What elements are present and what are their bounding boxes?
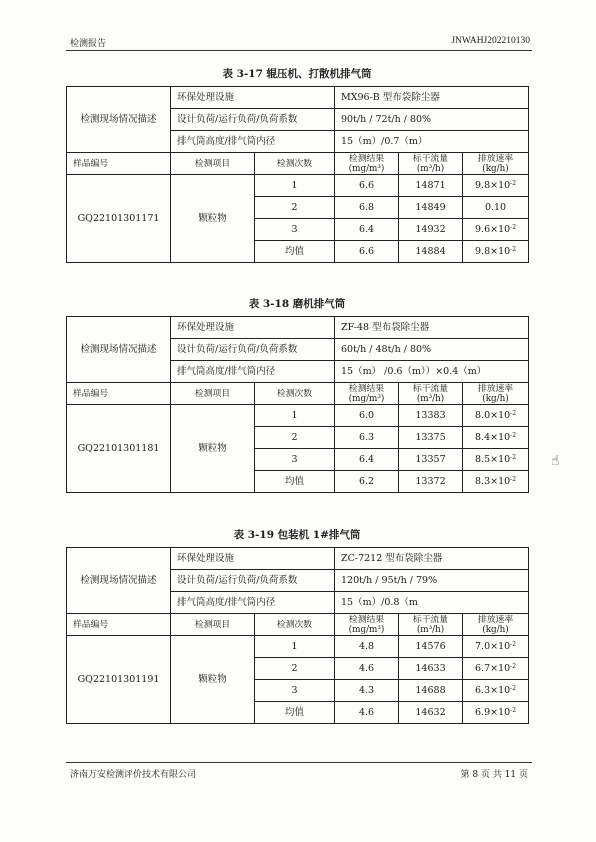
result-cell: 4.8 — [335, 636, 399, 658]
result-cell: 6.2 — [335, 471, 399, 493]
load-value: 90t/h / 72t/h / 80% — [335, 109, 529, 131]
rate-cell: $9.8\times 10^{-2}$ — [463, 241, 529, 263]
result-cell: 4.6 — [335, 702, 399, 724]
load-value: 60t/h / 48t/h / 80% — [335, 339, 529, 361]
measurement-table — [66, 547, 529, 724]
scene-label: 检测现场情况描述 — [67, 317, 171, 383]
item-value: 颗粒物 — [171, 405, 255, 493]
mean-label-cell: 均值 — [255, 702, 335, 724]
times-cell: 3 — [255, 449, 335, 471]
report-header-title: 检测报告 — [70, 39, 107, 49]
stack-label: 排气筒高度/排气筒内径 — [171, 131, 335, 153]
hand-cursor-icon: ☝ — [551, 453, 560, 469]
sample-no-value: GQ22101301191 — [67, 636, 171, 724]
times-cell: 2 — [255, 197, 335, 219]
rate-cell: $6.7\times 10^{-2}$ — [463, 658, 529, 680]
flow-cell: 14688 — [399, 680, 463, 702]
rate-cell: $9.6\times 10^{-2}$ — [463, 219, 529, 241]
item-header: 检测项目 — [171, 383, 255, 405]
scene-label: 检测现场情况描述 — [67, 548, 171, 614]
item-header: 检测项目 — [171, 614, 255, 636]
sample-no-header: 样品编号 — [67, 614, 171, 636]
times-header: 检测次数 — [255, 383, 335, 405]
result-cell: 6.4 — [335, 219, 399, 241]
load-value: 120t/h / 95t/h / 79% — [335, 570, 529, 592]
stack-value: 15（m）/0.8（m — [335, 592, 529, 614]
result-header: 检测结果 (mg/m³) — [335, 383, 399, 405]
company-name: 济南万安检测评价技术有限公司 — [70, 770, 197, 780]
rate-cell: $6.3\times 10^{-2}$ — [463, 680, 529, 702]
times-header: 检测次数 — [255, 153, 335, 175]
result-cell: 6.6 — [335, 175, 399, 197]
rate-cell: $8.3\times 10^{-2}$ — [463, 471, 529, 493]
flow-cell: 13375 — [399, 427, 463, 449]
table-title: 表 3-18 磨机排气筒 — [248, 298, 346, 310]
sample-no-value: GQ22101301181 — [67, 405, 171, 493]
flow-cell: 14576 — [399, 636, 463, 658]
facility-label: 环保处理设施 — [171, 548, 335, 570]
flow-cell: 14632 — [399, 702, 463, 724]
load-label: 设计负荷/运行负荷/负荷系数 — [171, 109, 335, 131]
stack-value: 15（m） /0.6（m））×0.4（m） — [335, 361, 529, 383]
flow-cell: 14932 — [399, 219, 463, 241]
result-cell: 6.6 — [335, 241, 399, 263]
stack-label: 排气筒高度/排气筒内径 — [171, 592, 335, 614]
result-cell: 6.4 — [335, 449, 399, 471]
result-cell: 4.6 — [335, 658, 399, 680]
sample-no-header: 样品编号 — [67, 383, 171, 405]
rate-header: 排放速率 (kg/h) — [463, 614, 529, 636]
sample-no-value: GQ22101301171 — [67, 175, 171, 263]
table-block-3-19 — [66, 527, 528, 724]
stack-label: 排气筒高度/排气筒内径 — [171, 361, 335, 383]
flow-cell: 13357 — [399, 449, 463, 471]
times-cell: 3 — [255, 219, 335, 241]
facility-value: ZF-48 型布袋除尘器 — [335, 317, 529, 339]
table-title: 表 3-19 包装机 1#排气筒 — [233, 529, 361, 541]
times-cell: 1 — [255, 405, 335, 427]
flow-cell: 14884 — [399, 241, 463, 263]
mean-label-cell: 均值 — [255, 241, 335, 263]
times-cell: 1 — [255, 636, 335, 658]
table-title: 表 3-17 辊压机、打散机排气筒 — [222, 68, 372, 80]
mean-label-cell: 均值 — [255, 471, 335, 493]
times-cell: 3 — [255, 680, 335, 702]
facility-value: ZC-7212 型布袋除尘器 — [335, 548, 529, 570]
rate-cell: $8.0\times 10^{-2}$ — [463, 405, 529, 427]
times-cell: 1 — [255, 175, 335, 197]
footer-rule — [66, 762, 532, 763]
result-cell: 6.3 — [335, 427, 399, 449]
flow-cell: 14871 — [399, 175, 463, 197]
rate-cell: $8.5\times 10^{-2}$ — [463, 449, 529, 471]
item-value: 颗粒物 — [171, 636, 255, 724]
result-header: 检测结果 (mg/m³) — [335, 614, 399, 636]
facility-label: 环保处理设施 — [171, 317, 335, 339]
sample-no-header: 样品编号 — [67, 153, 171, 175]
item-value: 颗粒物 — [171, 175, 255, 263]
stack-value: 15（m）/0.7（m） — [335, 131, 529, 153]
result-cell: 4.3 — [335, 680, 399, 702]
item-header: 检测项目 — [171, 153, 255, 175]
rate-header: 排放速率 (kg/h) — [463, 383, 529, 405]
rate-cell: $8.4\times 10^{-2}$ — [463, 427, 529, 449]
result-cell: 6.0 — [335, 405, 399, 427]
scene-label: 检测现场情况描述 — [67, 87, 171, 153]
table-block-3-17 — [66, 66, 528, 263]
page-number: 第 8 页 共 11 页 — [460, 770, 528, 780]
rate-cell: $9.8\times 10^{-2}$ — [463, 175, 529, 197]
table-block-3-18 — [66, 296, 528, 493]
times-header: 检测次数 — [255, 614, 335, 636]
rate-cell: 0.10 — [463, 197, 529, 219]
flow-cell: 14849 — [399, 197, 463, 219]
rate-cell: $6.9\times 10^{-2}$ — [463, 702, 529, 724]
measurement-table — [66, 86, 529, 263]
times-cell: 2 — [255, 427, 335, 449]
report-number: JNWAHJ202210130 — [451, 36, 530, 46]
rate-cell: $7.0\times 10^{-2}$ — [463, 636, 529, 658]
rate-header: 排放速率 (kg/h) — [463, 153, 529, 175]
flow-cell: 13372 — [399, 471, 463, 493]
header-rule — [66, 50, 532, 51]
result-cell: 6.8 — [335, 197, 399, 219]
load-label: 设计负荷/运行负荷/负荷系数 — [171, 570, 335, 592]
flow-cell: 14633 — [399, 658, 463, 680]
flow-header: 标干流量 (m³/h) — [399, 153, 463, 175]
measurement-table — [66, 316, 529, 493]
times-cell: 2 — [255, 658, 335, 680]
facility-value: MX96-B 型布袋除尘器 — [335, 87, 529, 109]
flow-header: 标干流量 (m³/h) — [399, 383, 463, 405]
result-header: 检测结果 (mg/m³) — [335, 153, 399, 175]
load-label: 设计负荷/运行负荷/负荷系数 — [171, 339, 335, 361]
facility-label: 环保处理设施 — [171, 87, 335, 109]
flow-header: 标干流量 (m³/h) — [399, 614, 463, 636]
flow-cell: 13383 — [399, 405, 463, 427]
